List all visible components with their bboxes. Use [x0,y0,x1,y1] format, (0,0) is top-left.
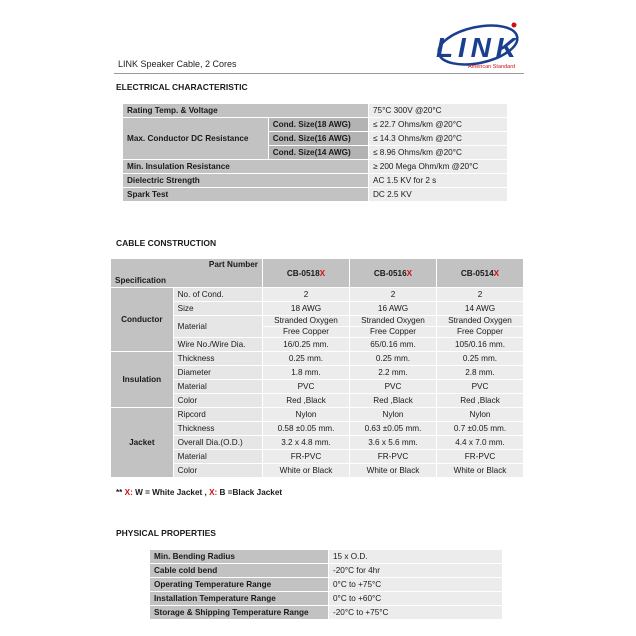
note-x2: X: [209,488,218,497]
table-row [111,316,523,326]
cell: Stranded Oxygen [263,316,349,326]
note-stars: ** [116,488,123,497]
cell: 65/0.16 mm. [350,338,436,351]
cell: 2.8 mm. [437,366,523,379]
cond-value-14: ≤ 8.96 Ohms/km @20°C [369,146,507,159]
physical-section-title: PHYSICAL PROPERTIES [116,528,216,538]
cell: FR-PVC [263,450,349,463]
dielectric-label: Dielectric Strength [123,174,368,187]
cell: White or Black [350,464,436,477]
cond-value-16: ≤ 14.3 Ohms/km @20°C [369,132,507,145]
part-header-cb0518 [263,259,349,287]
cell: 4.4 x 7.0 mm. [437,436,523,449]
cell: Red ,Black [350,394,436,407]
spark-label: Spark Test [123,188,368,201]
property-label: Min. Bending Radius [150,550,328,563]
cell: 2 [263,288,349,301]
row-label: Color [174,394,262,407]
row-label: Material [174,316,262,337]
property-label: Operating Temperature Range [150,578,328,591]
part-suffix: X [406,268,413,278]
cell: 105/0.16 mm. [437,338,523,351]
table-row [111,464,523,477]
cell: Free Copper [350,327,436,337]
table-row [150,606,502,619]
cell: White or Black [437,464,523,477]
group-insulation: Insulation [111,352,173,407]
property-label: Storage & Shipping Temperature Range [150,606,328,619]
part-suffix: X [319,268,326,278]
table-row [150,564,502,577]
property-label: Installation Temperature Range [150,592,328,605]
document-title: LINK Speaker Cable, 2 Cores [118,59,237,69]
link-logo [428,18,524,74]
cell: 0.7 ±0.05 mm. [437,422,523,435]
property-value: 15 x O.D. [329,550,502,563]
property-label: Cable cold bend [150,564,328,577]
cell: White or Black [263,464,349,477]
property-value: 0°C to +60°C [329,592,502,605]
row-label: Color [174,464,262,477]
conductor-resistance-label: Max. Conductor DC Resistance [123,118,268,159]
dielectric-value: AC 1.5 KV for 2 s [369,174,507,187]
table-row [111,408,523,421]
electrical-table [122,103,508,202]
table-row [111,288,523,301]
row-label: Diameter [174,366,262,379]
cell: 0.58 ±0.05 mm. [263,422,349,435]
cell: Nylon [263,408,349,421]
cell: 3.2 x 4.8 mm. [263,436,349,449]
table-row [111,338,523,351]
row-label: Overall Dia.(O.D.) [174,436,262,449]
table-row [111,394,523,407]
row-label: Material [174,450,262,463]
row-label: Thickness [174,422,262,435]
electrical-section-title: ELECTRICAL CHARACTERISTIC [116,82,248,92]
cell: 0.63 ±0.05 mm. [350,422,436,435]
rating-value: 75°C 300V @20°C [369,104,507,117]
cell: Nylon [350,408,436,421]
cell: Red ,Black [263,394,349,407]
table-row [111,436,523,449]
table-row [111,450,523,463]
table-row [123,160,507,173]
cell: PVC [437,380,523,393]
header-divider [114,73,524,74]
cell: 1.8 mm. [263,366,349,379]
specification-label: Specification [115,276,166,285]
cell: 3.6 x 5.6 mm. [350,436,436,449]
property-value: -20°C for 4hr [329,564,502,577]
cell: PVC [350,380,436,393]
group-jacket: Jacket [111,408,173,477]
cond-size-14: Cond. Size(14 AWG) [269,146,368,159]
cell: 2 [350,288,436,301]
table-row [111,422,523,435]
row-label: No. of Cond. [174,288,262,301]
insulation-label: Min. Insulation Resistance [123,160,368,173]
cell: 14 AWG [437,302,523,315]
construction-table [110,258,524,478]
cell: 2 [437,288,523,301]
note-x1: X: [124,488,133,497]
note-black: B =Black Jacket [219,488,283,497]
table-row [111,352,523,365]
part-suffix: X [493,268,500,278]
cell: Nylon [437,408,523,421]
part-header-cb0516 [350,259,436,287]
group-conductor: Conductor [111,288,173,351]
cell: FR-PVC [437,450,523,463]
cond-size-18: Cond. Size(18 AWG) [269,118,368,131]
cell: 16 AWG [350,302,436,315]
table-row [111,380,523,393]
table-row [111,259,523,287]
cell: Free Copper [437,327,523,337]
table-row [123,174,507,187]
row-label: Thickness [174,352,262,365]
part-base: CB-0518 [286,268,320,278]
row-label: Ripcord [174,408,262,421]
part-header-cb0514 [437,259,523,287]
table-row [123,104,507,117]
table-row [150,578,502,591]
physical-table [149,549,503,620]
cell: PVC [263,380,349,393]
cond-value-18: ≤ 22.7 Ohms/km @20°C [369,118,507,131]
rating-label: Rating Temp. & Voltage [123,104,368,117]
cell: 2.2 mm. [350,366,436,379]
table-row [123,188,507,201]
cell: FR-PVC [350,450,436,463]
cell: Red ,Black [437,394,523,407]
logo-wordmark: LINK [436,32,516,63]
cell: 18 AWG [263,302,349,315]
table-row [150,592,502,605]
insulation-value: ≥ 200 Mega Ohm/km @20°C [369,160,507,173]
cell: Free Copper [263,327,349,337]
property-value: 0°C to +75°C [329,578,502,591]
part-base: CB-0516 [373,268,407,278]
logo-tagline: American Standard [468,64,516,70]
construction-section-title: CABLE CONSTRUCTION [116,238,217,248]
part-number-label: Part Number [208,260,258,269]
cell: Stranded Oxygen [350,316,436,326]
property-value: -20°C to +75°C [329,606,502,619]
jacket-color-note [116,488,282,497]
row-label: Material [174,380,262,393]
cell: 0.25 mm. [437,352,523,365]
cell: Stranded Oxygen [437,316,523,326]
table-row [123,118,507,131]
row-label: Size [174,302,262,315]
note-white: W = White Jacket , [135,488,207,497]
table-row [150,550,502,563]
cell: 16/0.25 mm. [263,338,349,351]
table-row [111,366,523,379]
spark-value: DC 2.5 KV [369,188,507,201]
table-row [111,302,523,315]
cell: 0.25 mm. [350,352,436,365]
row-label: Wire No./Wire Dia. [174,338,262,351]
spec-header [111,259,262,287]
part-base: CB-0514 [460,268,494,278]
cond-size-16: Cond. Size(16 AWG) [269,132,368,145]
cell: 0.25 mm. [263,352,349,365]
